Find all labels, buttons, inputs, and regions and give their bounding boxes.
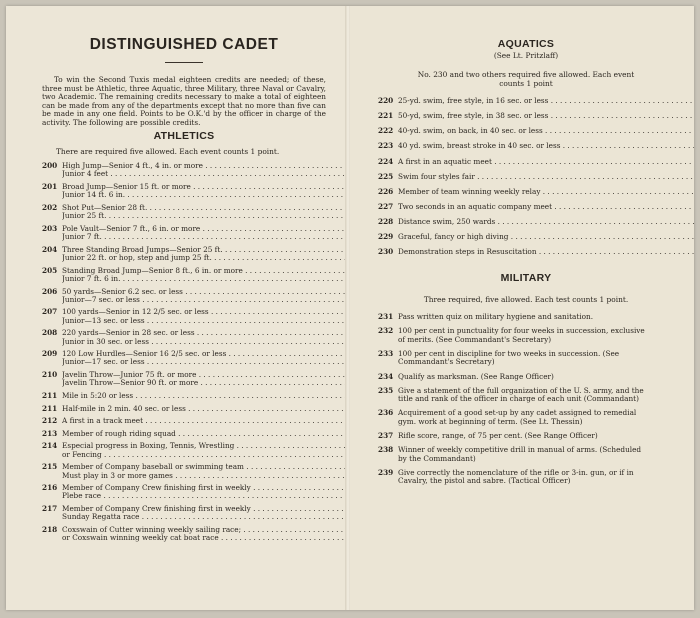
- right-page: [350, 6, 694, 610]
- list-item: [378, 188, 674, 196]
- item-line: Swim four styles fair . . .: [398, 173, 694, 181]
- item-number: 225: [378, 171, 394, 181]
- item-text: Rifle score, range, of 75 per cent. (See Range Officer): [398, 430, 598, 440]
- list-item: [42, 417, 326, 425]
- item-text: [62, 417, 346, 425]
- item-number: 227: [378, 201, 394, 211]
- list-item: [378, 97, 674, 105]
- list-item: [378, 313, 674, 321]
- item-text: [62, 246, 346, 263]
- item-number: 216: [42, 483, 58, 493]
- item-text: [62, 463, 346, 480]
- item-line: Junior—7 sec. or less . . .: [62, 296, 346, 304]
- list-item: [378, 373, 674, 381]
- item-line: Junior 22 ft. or hop, step and jump 25 ft. . . .: [62, 254, 346, 262]
- item-text: [62, 505, 346, 522]
- item-text: [62, 442, 346, 459]
- list-item: [378, 127, 674, 135]
- item-number: 200: [42, 161, 58, 171]
- item-line: 50 yards—Senior 6.2 sec. or less . . .: [62, 288, 346, 296]
- item-number: 233: [378, 348, 394, 358]
- item-number: 239: [378, 467, 394, 477]
- list-item: [42, 162, 326, 179]
- left-page: [6, 6, 346, 610]
- item-line: 40-yd. swim, on back, in 40 sec. or less . . .: [398, 127, 694, 135]
- item-text: Pass written quiz on military hygiene and sanitation.: [398, 312, 594, 322]
- item-line: Member of team winning weekly relay . . .: [398, 188, 694, 196]
- item-number: 220: [378, 96, 394, 106]
- item-line: Half-mile in 2 min. 40 sec. or less . . .: [62, 405, 346, 413]
- item-number: 214: [42, 441, 58, 451]
- item-number: 205: [42, 265, 58, 275]
- item-number: 215: [42, 462, 58, 472]
- list-item: [42, 246, 326, 263]
- item-text: [398, 112, 694, 120]
- item-text: [398, 142, 694, 150]
- item-line: Member of Company Crew finishing first in weekly . . .: [62, 505, 346, 513]
- list-item: [42, 463, 326, 480]
- list-item: [42, 288, 326, 305]
- item-text: [398, 127, 694, 135]
- item-number: 223: [378, 141, 394, 151]
- aquatics-note: No. 230 and two others required five allowed. Each event counts 1 point: [417, 70, 635, 88]
- item-line: Junior—17 sec. or less . . .: [62, 358, 346, 366]
- item-number: 237: [378, 430, 394, 440]
- list-item: [42, 225, 326, 242]
- item-line: 120 Low Hurdles—Senior 16 2/5 sec. or less . . .: [62, 350, 346, 358]
- item-text: [62, 267, 346, 284]
- list-item: [42, 526, 326, 543]
- item-line: Standing Broad Jump—Senior 8 ft., 6 in. or more . . .: [62, 267, 346, 275]
- item-text: Give a statement of the full organization of the U. S. army, and the title and rank of the officer in charge of each unit (Commandant): [398, 385, 644, 404]
- item-line: Demonstration steps in Resuscitation . . .: [398, 248, 694, 256]
- item-line: 50-yd, swim, free style, in 38 sec. or less . . .: [398, 112, 694, 120]
- list-item: [42, 392, 326, 400]
- item-line: Sunday Regatta race . . .: [62, 513, 346, 521]
- item-line: Especial progress in Boxing, Tennis, Wrestling . . .: [62, 442, 346, 450]
- item-text: [62, 405, 346, 413]
- item-text: [62, 183, 346, 200]
- list-item: [378, 142, 674, 150]
- item-text: [62, 371, 346, 388]
- list-item: [378, 469, 674, 486]
- item-line: Three Standing Broad Jumps—Senior 25 ft. . . .: [62, 246, 346, 254]
- military-list: [378, 313, 674, 485]
- item-line: Coxswain of Cutter winning weekly sailing race; . . .: [62, 526, 346, 534]
- item-number: 206: [42, 286, 58, 296]
- item-number: 208: [42, 328, 58, 338]
- item-number: 226: [378, 186, 394, 196]
- item-number: 234: [378, 371, 394, 381]
- item-number: 204: [42, 244, 58, 254]
- item-line: 100 yards—Senior in 12 2/5 sec. or less . . .: [62, 308, 346, 316]
- athletics-list: [42, 162, 326, 542]
- list-item: [42, 183, 326, 200]
- item-text: [62, 225, 346, 242]
- item-number: 217: [42, 504, 58, 513]
- item-text: [398, 97, 694, 105]
- list-item: [378, 327, 674, 344]
- item-number: 211: [42, 390, 58, 400]
- list-item: [42, 442, 326, 459]
- item-number: 235: [378, 385, 394, 395]
- list-item: [42, 505, 326, 522]
- item-number: 228: [378, 216, 394, 226]
- item-line: Member of rough riding squad . . .: [62, 430, 346, 438]
- list-item: [42, 329, 326, 346]
- list-item: [42, 371, 326, 388]
- item-number: 211: [42, 403, 58, 413]
- item-line: Two seconds in an aquatic company meet . . .: [398, 203, 694, 211]
- list-item: [378, 446, 674, 463]
- item-number: 218: [42, 524, 58, 534]
- item-number: 222: [378, 126, 394, 136]
- military-note: Three required, five allowed. Each test counts 1 point.: [423, 295, 629, 305]
- item-text: [62, 392, 346, 400]
- athletics-heading: ATHLETICS: [153, 129, 215, 142]
- list-item: [42, 267, 326, 284]
- item-text: [62, 484, 346, 501]
- item-line: Mile in 5:20 or less . . .: [62, 392, 346, 400]
- page-title: DISTINGUISHED CADET: [89, 36, 279, 53]
- item-number: 224: [378, 156, 394, 166]
- list-item: [378, 248, 674, 256]
- item-text: [62, 526, 346, 543]
- item-line: Pole Vault—Senior 7 ft., 6 in. or more . . .: [62, 225, 346, 233]
- item-line: Javelin Throw—Senior 90 ft. or more . . .: [62, 379, 346, 387]
- item-text: [398, 158, 694, 166]
- item-text: Give correctly the nomenclature of the rifle or 3-in. gun, or if in Cavalry, the pistol and sabre. (Tactical Officer): [398, 467, 634, 486]
- item-line: Member of Company Crew finishing first in weekly . . .: [62, 484, 346, 492]
- list-item: [378, 387, 674, 404]
- aquatics-heading: AQUATICS: [497, 38, 555, 50]
- item-number: 212: [42, 416, 58, 426]
- item-text: Qualify as marksman. (See Range Officer): [398, 371, 554, 381]
- item-text: [62, 430, 346, 438]
- item-text: [62, 288, 346, 305]
- item-text: [398, 188, 694, 196]
- item-number: 232: [378, 326, 394, 336]
- item-line: Must play in 3 or more games . . .: [62, 472, 346, 480]
- item-text: [62, 204, 346, 221]
- item-line: or Coxswain winning weekly cat boat race . . .: [62, 534, 346, 542]
- list-item: [42, 430, 326, 438]
- list-item: [378, 112, 674, 120]
- item-line: A first in an aquatic meet . . .: [398, 158, 694, 166]
- item-number: 213: [42, 428, 58, 438]
- list-item: [378, 203, 674, 211]
- title-rule: [165, 62, 203, 63]
- item-number: 231: [378, 312, 394, 322]
- item-number: 229: [378, 232, 394, 242]
- item-line: Distance swim, 250 wards . . .: [398, 218, 694, 226]
- aquatics-subtitle: (See Lt. Pritzlaff): [493, 51, 559, 60]
- item-line: A first in a track meet . . .: [62, 417, 346, 425]
- item-line: Member of Company baseball or swimming team . . .: [62, 463, 346, 471]
- item-number: 201: [42, 182, 58, 192]
- list-item: [378, 158, 674, 166]
- list-item: [378, 218, 674, 226]
- item-text: [398, 248, 694, 256]
- booklet-sheet: [6, 6, 694, 610]
- item-text: [398, 218, 694, 226]
- item-number: 202: [42, 202, 58, 212]
- item-line: 220 yards—Senior in 28 sec. or less . . .: [62, 329, 346, 337]
- list-item: [378, 350, 674, 367]
- item-number: 230: [378, 247, 394, 257]
- item-text: [62, 350, 346, 367]
- item-text: [62, 308, 346, 325]
- item-number: 209: [42, 349, 58, 359]
- list-item: [42, 204, 326, 221]
- aquatics-list: [378, 97, 674, 256]
- list-item: [42, 350, 326, 367]
- athletics-note: There are required five allowed. Each event counts 1 point.: [56, 146, 280, 156]
- list-item: [42, 308, 326, 325]
- item-text: [62, 162, 346, 179]
- item-text: 100 per cent in punctuality for four weeks in succession, exclusive of merits. (See Commandant's Secretary): [398, 326, 645, 344]
- item-line: or Fencing . . .: [62, 451, 346, 459]
- item-number: 238: [378, 445, 394, 455]
- list-item: [42, 484, 326, 501]
- item-text: Acquirement of a good set-up by any cadet assigned to remedial gym. work at beginning of term. (See Lt. Thessin): [398, 408, 637, 426]
- item-number: 207: [42, 307, 58, 317]
- item-line: Junior 4 feet . . .: [62, 170, 346, 178]
- item-line: Junior 14 ft. 6 in. . . .: [62, 191, 346, 199]
- item-line: Junior in 30 sec. or less . . .: [62, 338, 346, 346]
- item-line: Junior—13 sec. or less . . .: [62, 317, 346, 325]
- item-line: Shot Put—Senior 28 ft. . . .: [62, 204, 346, 212]
- military-heading: MILITARY: [500, 272, 552, 285]
- item-line: 40 yd. swim, breast stroke in 40 sec. or less . . .: [398, 142, 694, 150]
- intro-paragraph: To win the Second Tuxis medal eighteen credits are needed; of these, three must be Athletic, three Aquatic, three Military, three Naval or Cavalry, two Academic. The remaining credits necessary to make a total of eighteen can be made from any of the departments except that no more than five can be made in any one field. Points to be O.K.'d by the officer in charge of the activity. The following are possible credits.: [42, 75, 326, 127]
- item-line: Junior 7 ft. . . .: [62, 233, 346, 241]
- list-item: [378, 233, 674, 241]
- item-text: [398, 233, 694, 241]
- item-number: 236: [378, 408, 394, 418]
- item-line: Junior 25 ft. . . .: [62, 212, 346, 220]
- item-line: Junior 7 ft. 6 in. . . .: [62, 275, 346, 283]
- item-line: Graceful, fancy or high diving . . .: [398, 233, 694, 241]
- list-item: [378, 173, 674, 181]
- item-text: 100 per cent in discipline for two weeks in succession. (See Commandant's Secretary): [398, 348, 620, 367]
- item-line: 25-yd. swim, free style, in 16 sec. or less . . .: [398, 97, 694, 105]
- item-text: [62, 329, 346, 346]
- item-text: Winner of weekly competitive drill in manual of arms. (Scheduled by the Commandant): [398, 445, 642, 463]
- item-text: [398, 203, 694, 211]
- item-text: [398, 173, 694, 181]
- item-number: 210: [42, 370, 58, 380]
- item-number: 203: [42, 223, 58, 233]
- item-number: 221: [378, 111, 394, 121]
- item-line: Javelin Throw—Junior 75 ft. or more . . .: [62, 371, 346, 379]
- item-line: Plebe race . . .: [62, 492, 346, 500]
- list-item: [378, 409, 674, 426]
- item-line: High Jump—Senior 4 ft., 4 in. or more . . .: [62, 162, 346, 170]
- list-item: [378, 432, 674, 440]
- item-line: Broad Jump—Senior 15 ft. or more . . .: [62, 183, 346, 191]
- list-item: [42, 405, 326, 413]
